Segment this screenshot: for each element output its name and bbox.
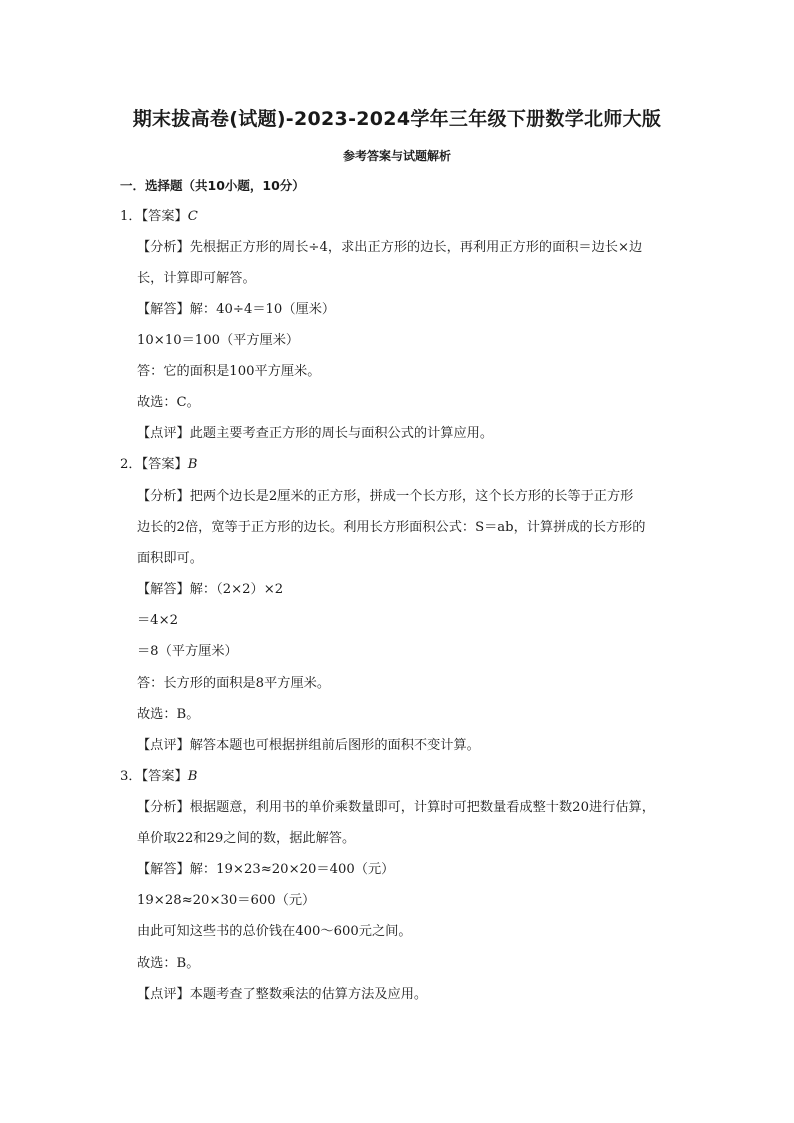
q2-comment: 解答本题也可根据拼组前后图形的面积不变计算。: [189, 738, 480, 753]
document-subtitle: 参考答案与试题解析: [342, 149, 451, 163]
q2-answer-line: [120, 456, 197, 474]
q1-analysis-line-1: [137, 239, 642, 257]
q1-analysis-text-1: 先根据正方形的周长÷4，求出正方形的边长，再利用正方形的面积＝边长×边: [189, 240, 643, 255]
q3-analysis-tag: 【分析】: [137, 800, 190, 815]
q2-solution-text-1: 解：（2×2）×2: [189, 582, 284, 597]
q3-comment-tag: 【点评】: [137, 987, 190, 1002]
q3-solution-line-4: 故选：B。: [137, 956, 200, 971]
q3-solution-tag: 【解答】: [137, 862, 190, 877]
q3-comment-line: [137, 986, 427, 1004]
q1-comment-tag: 【点评】: [137, 426, 190, 441]
section-heading: 一．选择题（共10小题，10分）: [120, 178, 305, 193]
q3-comment: 本题考查了整数乘法的估算方法及应用。: [189, 987, 428, 1002]
q2-solution-line-1: [137, 581, 283, 599]
q2-solution-tag: 【解答】: [137, 582, 190, 597]
q1-answer-line: [120, 208, 198, 226]
q3-number: 3．: [120, 769, 142, 784]
q1-comment-line: [137, 425, 493, 443]
q2-solution-line-4: 答：长方形的面积是8平方厘米。: [137, 676, 331, 691]
q1-answer-tag: 【答案】: [141, 209, 188, 224]
q3-solution-line-1: [137, 861, 394, 879]
q3-solution-text-1: 解：19×23≈20×20＝400（元）: [189, 862, 395, 877]
q3-answer-tag: 【答案】: [141, 769, 188, 784]
q2-analysis-line-1: [137, 488, 633, 506]
q1-solution-tag: 【解答】: [137, 302, 190, 317]
q1-solution-text-1: 解：40÷4＝10（厘米）: [189, 302, 336, 317]
document-title: 期末拔高卷(试题)-2023-2024学年三年级下册数学北师大版: [132, 108, 662, 130]
q3-answer-line: [120, 768, 197, 786]
q1-number: 1．: [120, 209, 142, 224]
q2-analysis-text-1: 把两个边长是2厘米的正方形，拼成一个长方形，这个长方形的长等于正方形: [189, 489, 634, 504]
q3-solution-line-2: 19×28≈20×30＝600（元）: [137, 893, 316, 908]
q3-solution-line-3: 由此可知这些书的总价钱在400～600元之间。: [137, 924, 412, 939]
q2-solution-line-2: ＝4×2: [137, 613, 179, 628]
q3-analysis-text-1: 根据题意，利用书的单价乘数量即可，计算时可把数量看成整十数20进行估算，: [189, 800, 655, 815]
q3-analysis-line-1: [137, 799, 655, 817]
q1-analysis-line-2: 长，计算即可解答。: [137, 271, 256, 286]
q1-answer: C: [187, 209, 198, 224]
q2-analysis-line-3: 面积即可。: [137, 551, 203, 566]
q2-solution-line-3: ＝8（平方厘米）: [137, 644, 238, 659]
q3-analysis-line-2: 单价取22和29之间的数，据此解答。: [137, 831, 356, 846]
q2-answer-tag: 【答案】: [141, 457, 188, 472]
q2-analysis-tag: 【分析】: [137, 489, 190, 504]
q2-comment-line: [137, 737, 480, 755]
q1-solution-line-2: 10×10＝100（平方厘米）: [137, 333, 300, 348]
q1-solution-line-4: 故选：C。: [137, 395, 200, 410]
q3-answer: B: [187, 769, 198, 784]
q2-comment-tag: 【点评】: [137, 738, 190, 753]
q1-analysis-tag: 【分析】: [137, 240, 190, 255]
q1-comment: 此题主要考查正方形的周长与面积公式的计算应用。: [189, 426, 494, 441]
q2-analysis-line-2: 边长的2倍，宽等于正方形的边长。利用长方形面积公式：S＝ab，计算拼成的长方形的: [137, 520, 646, 535]
q1-solution-line-3: 答：它的面积是100平方厘米。: [137, 364, 321, 379]
q1-solution-line-1: [137, 301, 335, 319]
q2-number: 2．: [120, 457, 142, 472]
q2-solution-line-5: 故选：B。: [137, 707, 200, 722]
q2-answer: B: [187, 457, 198, 472]
